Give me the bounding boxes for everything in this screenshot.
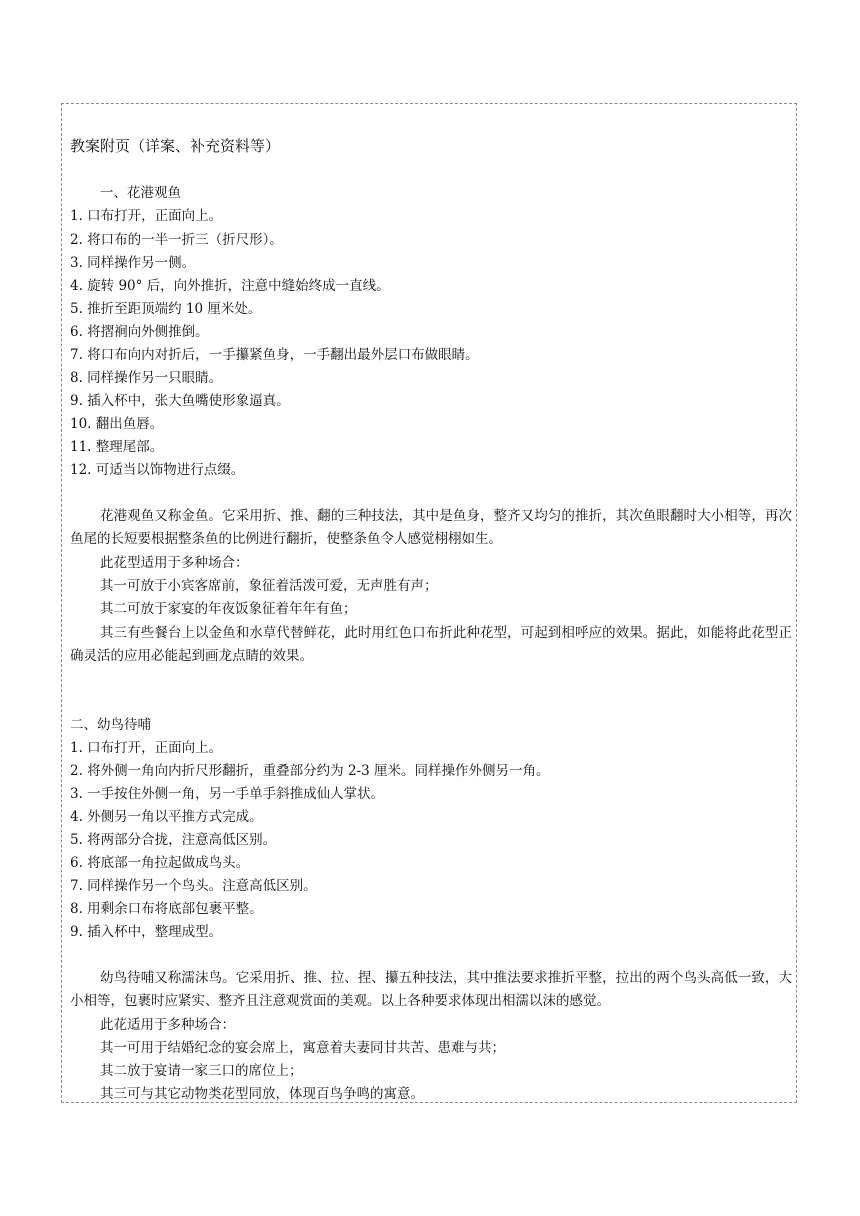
section1-step-11: 11. 整理尾部。 — [70, 439, 164, 455]
section1-step-4: 4. 旋转 90° 后，向外推折，注意中缝始终成一直线。 — [70, 278, 390, 294]
section2-usage-intro: 此花适用于多种场合： — [100, 1017, 235, 1033]
section2-step-3: 3. 一手按住外侧一角，另一手单手斜推成仙人掌状。 — [70, 786, 385, 802]
page-title: 教案附页（详案、补充资料等） — [70, 137, 281, 155]
section1-step-7: 7. 将口布向内对折后，一手攥紧鱼身，一手翻出最外层口布做眼睛。 — [70, 347, 479, 363]
section1-usage-intro: 此花型适用于多种场合： — [100, 555, 249, 571]
section2-usage-2: 其二放于宴请一家三口的席位上； — [100, 1063, 303, 1079]
section2-step-4: 4. 外侧另一角以平推方式完成。 — [70, 809, 263, 825]
section1-description: 花港观鱼又称金鱼。它采用折、推、翻的三种技法，其中是鱼身，整齐又均匀的推折，其次鱼眼翻时大小相等，再次鱼尾的长短要根据整条鱼的比例进行翻折，使整条鱼令人感觉栩栩如生。 — [70, 508, 792, 547]
section2-step-2: 2. 将外侧一角向内折尺形翻折，重叠部分约为 2-3 厘米。同样操作外侧另一角。 — [70, 763, 550, 779]
section2-step-1: 1. 口布打开，正面向上。 — [70, 740, 223, 756]
section1-step-1: 1. 口布打开，正面向上。 — [70, 208, 223, 224]
section1-step-2: 2. 将口布的一半一折三（折尺形）。 — [70, 232, 283, 248]
section2-step-9: 9. 插入杯中，整理成型。 — [70, 924, 223, 940]
section2-step-5: 5. 将两部分合拢，注意高低区别。 — [70, 832, 277, 848]
section2-step-7: 7. 同样操作另一个鸟头。注意高低区别。 — [70, 878, 317, 894]
section2-usage-3: 其三可与其它动物类花型同放，体现百鸟争鸣的寓意。 — [100, 1086, 424, 1102]
section1-step-3: 3. 同样操作另一侧。 — [70, 255, 196, 271]
section1-step-9: 9. 插入杯中，张大鱼嘴使形象逼真。 — [70, 393, 290, 409]
section1-step-5: 5. 推折至距顶端约 10 厘米处。 — [70, 301, 262, 317]
section1-step-8: 8. 同样操作另一只眼睛。 — [70, 370, 223, 386]
section1-step-6: 6. 将摺裥向外侧推倒。 — [70, 324, 209, 340]
section2-usage-1: 其一可用于结婚纪念的宴会席上，寓意着夫妻同甘共苦、患难与共； — [100, 1040, 505, 1056]
section1-usage-3: 其三有些餐台上以金鱼和水草代替鲜花，此时用红色口布折此种花型，可起到相呼应的效果。据此，如能将此花型正确灵活的应用必能起到画龙点睛的效果。 — [70, 625, 792, 664]
section2-description: 幼鸟待哺又称濡沫鸟。它采用折、推、拉、捏、攥五种技法，其中推法要求推折平整，拉出的两个鸟头高低一致，大小相等，包裹时应紧实、整齐且注意观赏面的美观。以上各种要求体现出相濡以沫的感觉。 — [70, 970, 792, 1009]
section2-step-6: 6. 将底部一角拉起做成鸟头。 — [70, 855, 250, 871]
section1-usage-1: 其一可放于小宾客席前，象征着活泼可爱，无声胜有声； — [100, 578, 438, 594]
section1-step-12: 12. 可适当以饰物进行点缀。 — [70, 462, 245, 478]
section2-heading: 二、幼鸟待哺 — [70, 717, 151, 733]
section1-usage-2: 其二可放于家宴的年夜饭象征着年年有鱼； — [100, 601, 357, 617]
section1-step-10: 10. 翻出鱼唇。 — [70, 416, 164, 432]
section2-step-8: 8. 用剩余口布将底部包裹平整。 — [70, 901, 263, 917]
section1-heading: 一、花港观鱼 — [100, 185, 181, 201]
